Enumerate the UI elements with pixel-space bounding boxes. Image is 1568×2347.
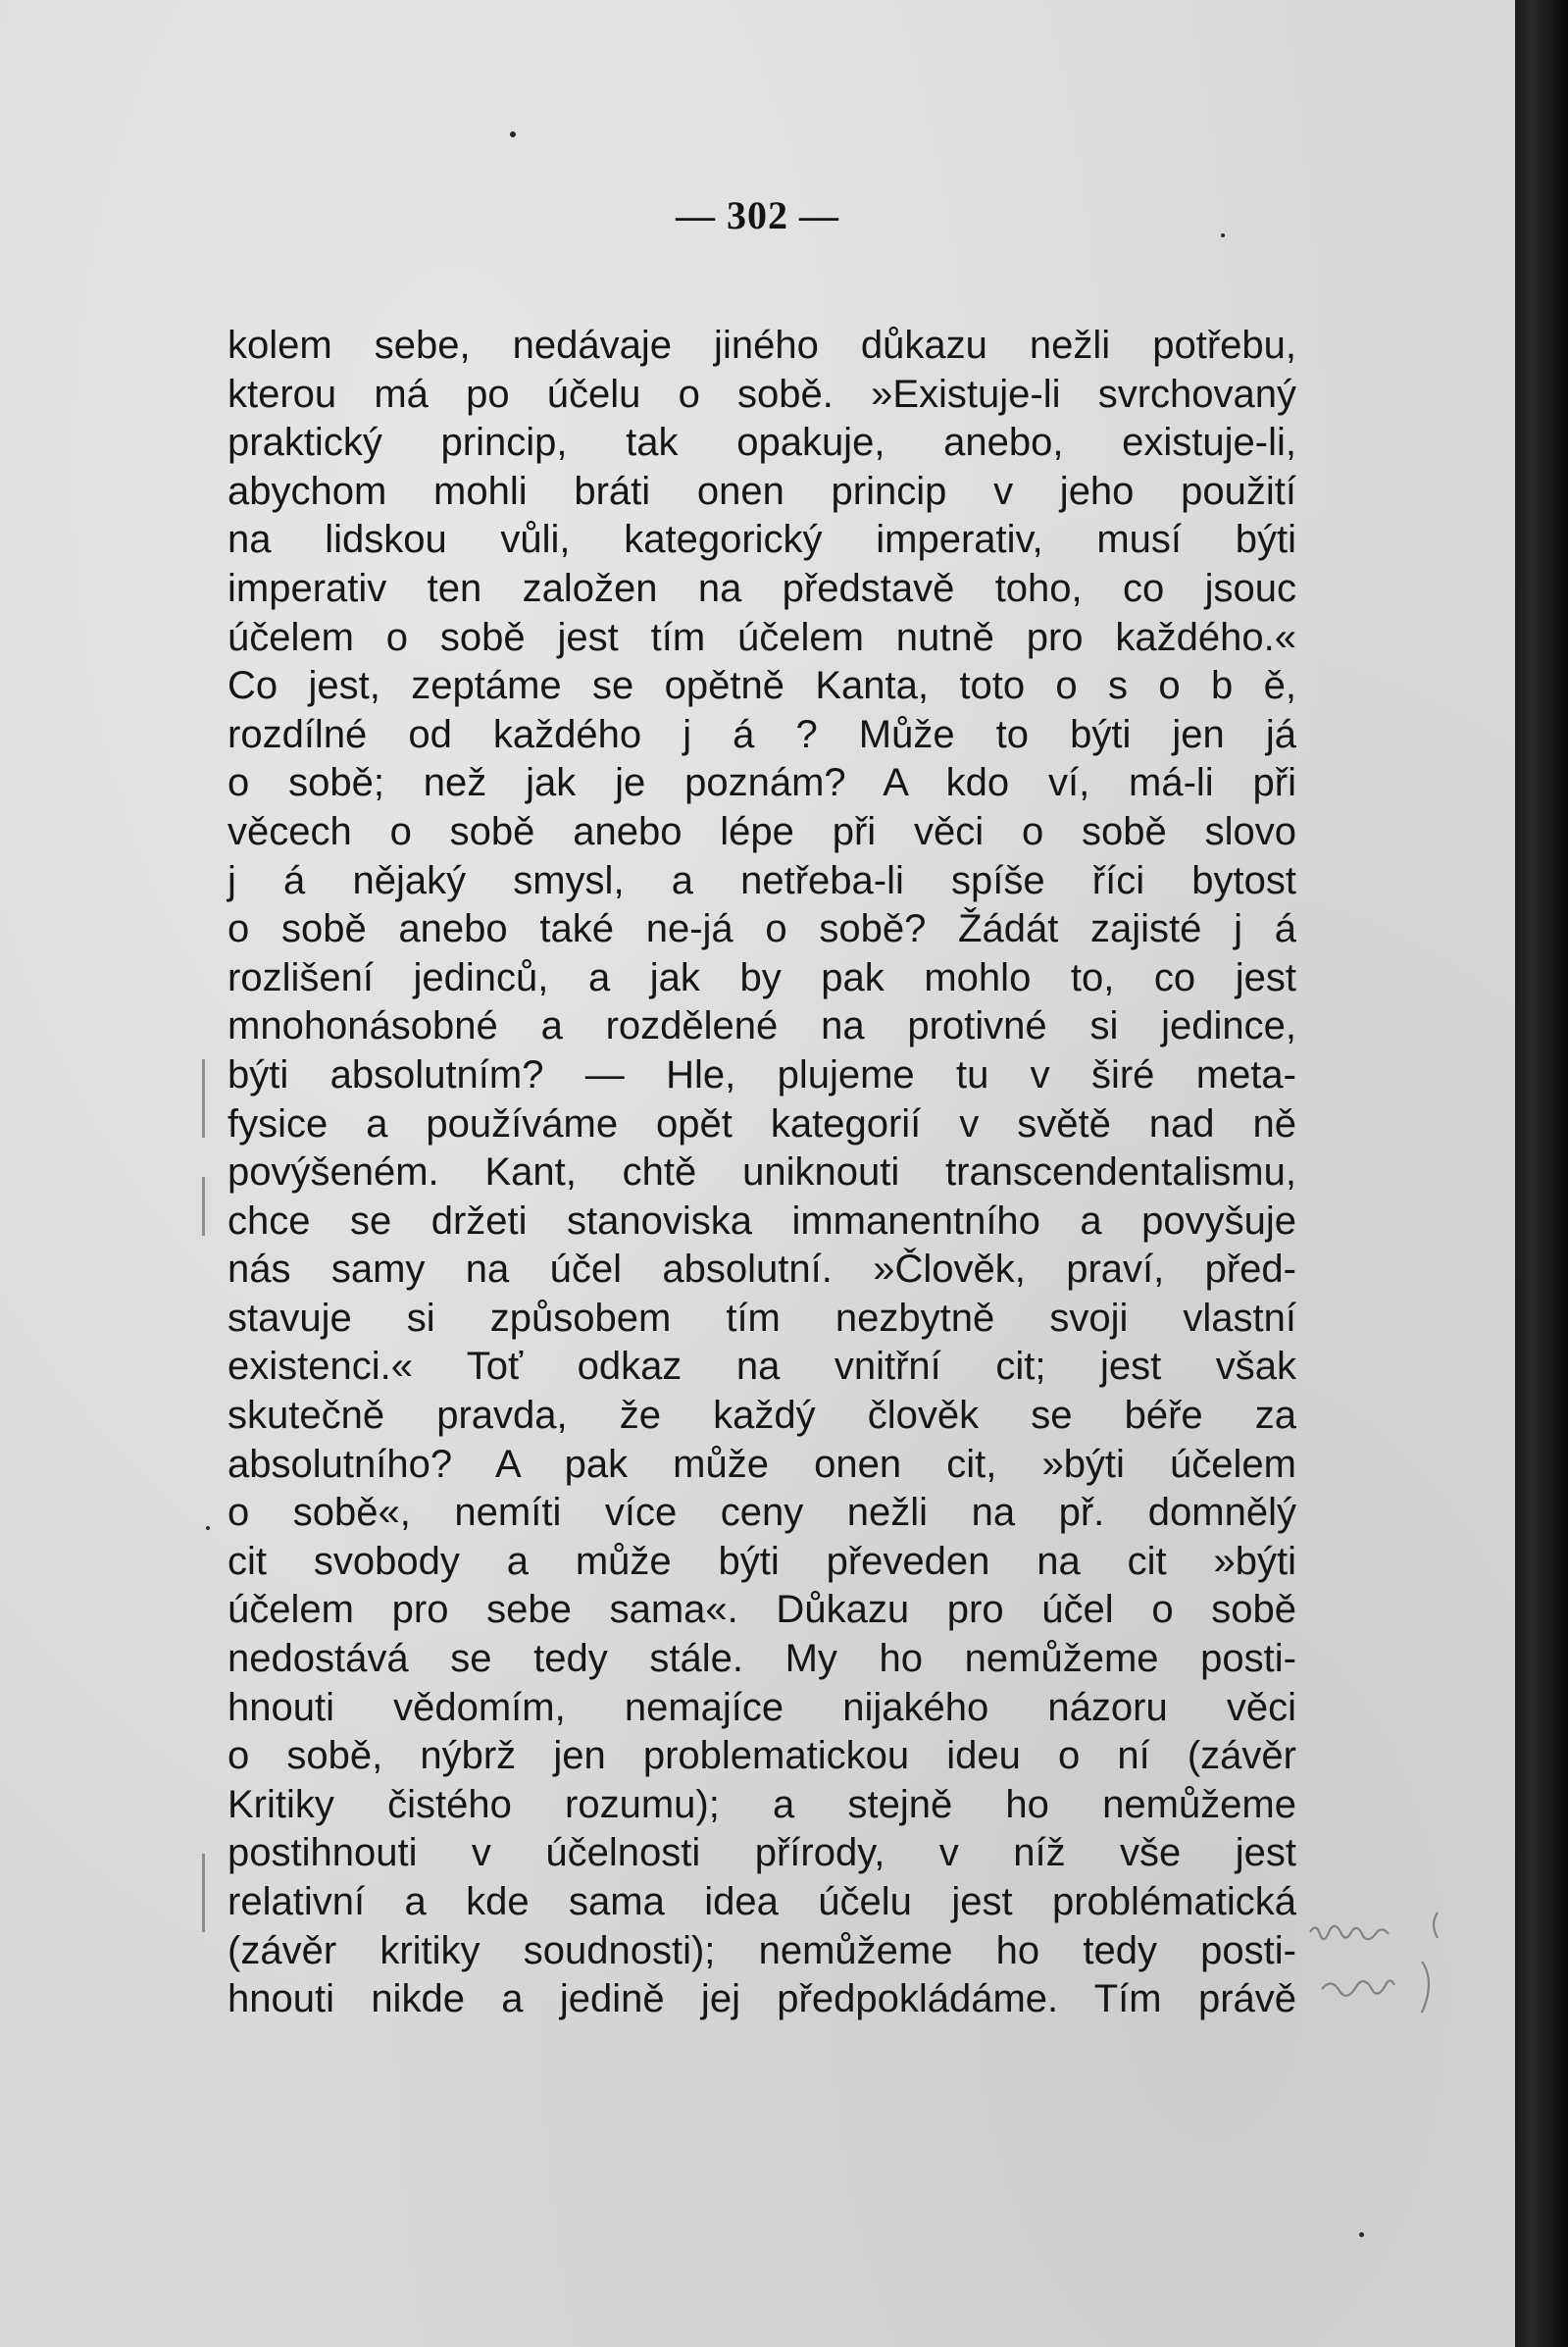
text-line: postihnouti v účelnosti přírody, v níž vše jest: [228, 1831, 1296, 1875]
text-line: věcech o sobě anebo lépe při věci o sobě slovo: [228, 809, 1296, 853]
text-line: imperativ ten založen na představě toho, co jsouc: [228, 566, 1296, 610]
text-line: absolutního? A pak může onen cit, »býti účelem: [228, 1442, 1296, 1486]
text-line: praktický princip, tak opakuje, anebo, existuje-li,: [228, 421, 1296, 465]
scan-speck: [1359, 2232, 1364, 2237]
body-text: [228, 322, 1296, 2024]
text-line: rozdílné od každého j á ? Může to býti jen já: [228, 712, 1296, 756]
text-line: kolem sebe, nedávaje jiného důkazu nežli potřebu,: [228, 324, 1296, 367]
scan-speck: [206, 1526, 210, 1530]
text-line: (závěr kritiky soudnosti); nemůžeme ho tedy posti-: [228, 1928, 1296, 1972]
text-line: hnouti vědomím, nemajíce nijakého názoru věci: [228, 1685, 1296, 1729]
text-line: na lidskou vůli, kategorický imperativ, musí býti: [228, 518, 1296, 562]
text-line: o sobě«, nemíti více ceny nežli na př. domnělý: [228, 1491, 1296, 1535]
text-line: existenci.« Toť odkaz na vnitřní cit; jest však: [228, 1345, 1296, 1389]
text-line: Co jest, zeptáme se opětně Kanta, toto o s o b ě,: [228, 664, 1296, 708]
scan-speck: [1221, 233, 1225, 237]
margin-tick: [202, 1177, 205, 1236]
text-line: stavuje si způsobem tím nezbytně svoji vlastní: [228, 1296, 1296, 1340]
text-line: o sobě anebo také ne-já o sobě? Žádát zajisté j á: [228, 907, 1296, 951]
text-line: relativní a kde sama idea účelu jest problématická: [228, 1880, 1296, 1923]
scan-speck: [510, 131, 516, 137]
page-number: — 302 —: [676, 193, 839, 237]
handwritten-margin-mark: [1302, 1903, 1459, 2030]
text-line: účelem pro sebe sama«. Důkazu pro účel o sobě: [228, 1588, 1296, 1632]
text-line: býti absolutním? — Hle, plujeme tu v širé meta-: [228, 1052, 1296, 1097]
text-line: abychom mohli bráti onen princip v jeho použití: [228, 469, 1296, 513]
text-line: o sobě; než jak je poznám? A kdo ví, má-li při: [228, 761, 1296, 805]
margin-tick: [202, 1854, 205, 1932]
text-line: fysice a používáme opět kategorií v světě nad ně: [228, 1101, 1296, 1146]
text-line: Kritiky čistého rozumu); a stejně ho nemůžeme: [228, 1782, 1296, 1826]
text-line: skutečně pravda, že každý člověk se béře za: [228, 1394, 1296, 1438]
text-line: j á nějaký smysl, a netřeba-li spíše říci bytost: [228, 858, 1296, 902]
margin-tick: [202, 1059, 205, 1138]
binding-edge: [1515, 0, 1568, 2347]
text-line: nás samy na účel absolutní. »Člověk, praví, před-: [228, 1248, 1296, 1292]
text-line: kterou má po účelu o sobě. »Existuje-li svrchovaný: [228, 372, 1296, 416]
text-line: rozlišení jedinců, a jak by pak mohlo to, co jest: [228, 955, 1296, 999]
text-line: mnohonásobné a rozdělené na protivné si jedince,: [228, 1004, 1296, 1048]
text-line: o sobě, nýbrž jen problematickou ideu o ní (závěr: [228, 1734, 1296, 1778]
text-line: chce se držeti stanoviska immanentního a povyšuje: [228, 1199, 1296, 1243]
text-line: povýšeném. Kant, chtě uniknouti transcendentalismu,: [228, 1150, 1296, 1195]
text-line: hnouti nikde a jedině jej předpokládáme. Tím právě: [228, 1977, 1296, 2021]
text-line: účelem o sobě jest tím účelem nutně pro každého.«: [228, 615, 1296, 659]
text-line: nedostává se tedy stále. My ho nemůžeme posti-: [228, 1637, 1296, 1681]
text-line: cit svobody a může býti převeden na cit »býti: [228, 1539, 1296, 1583]
